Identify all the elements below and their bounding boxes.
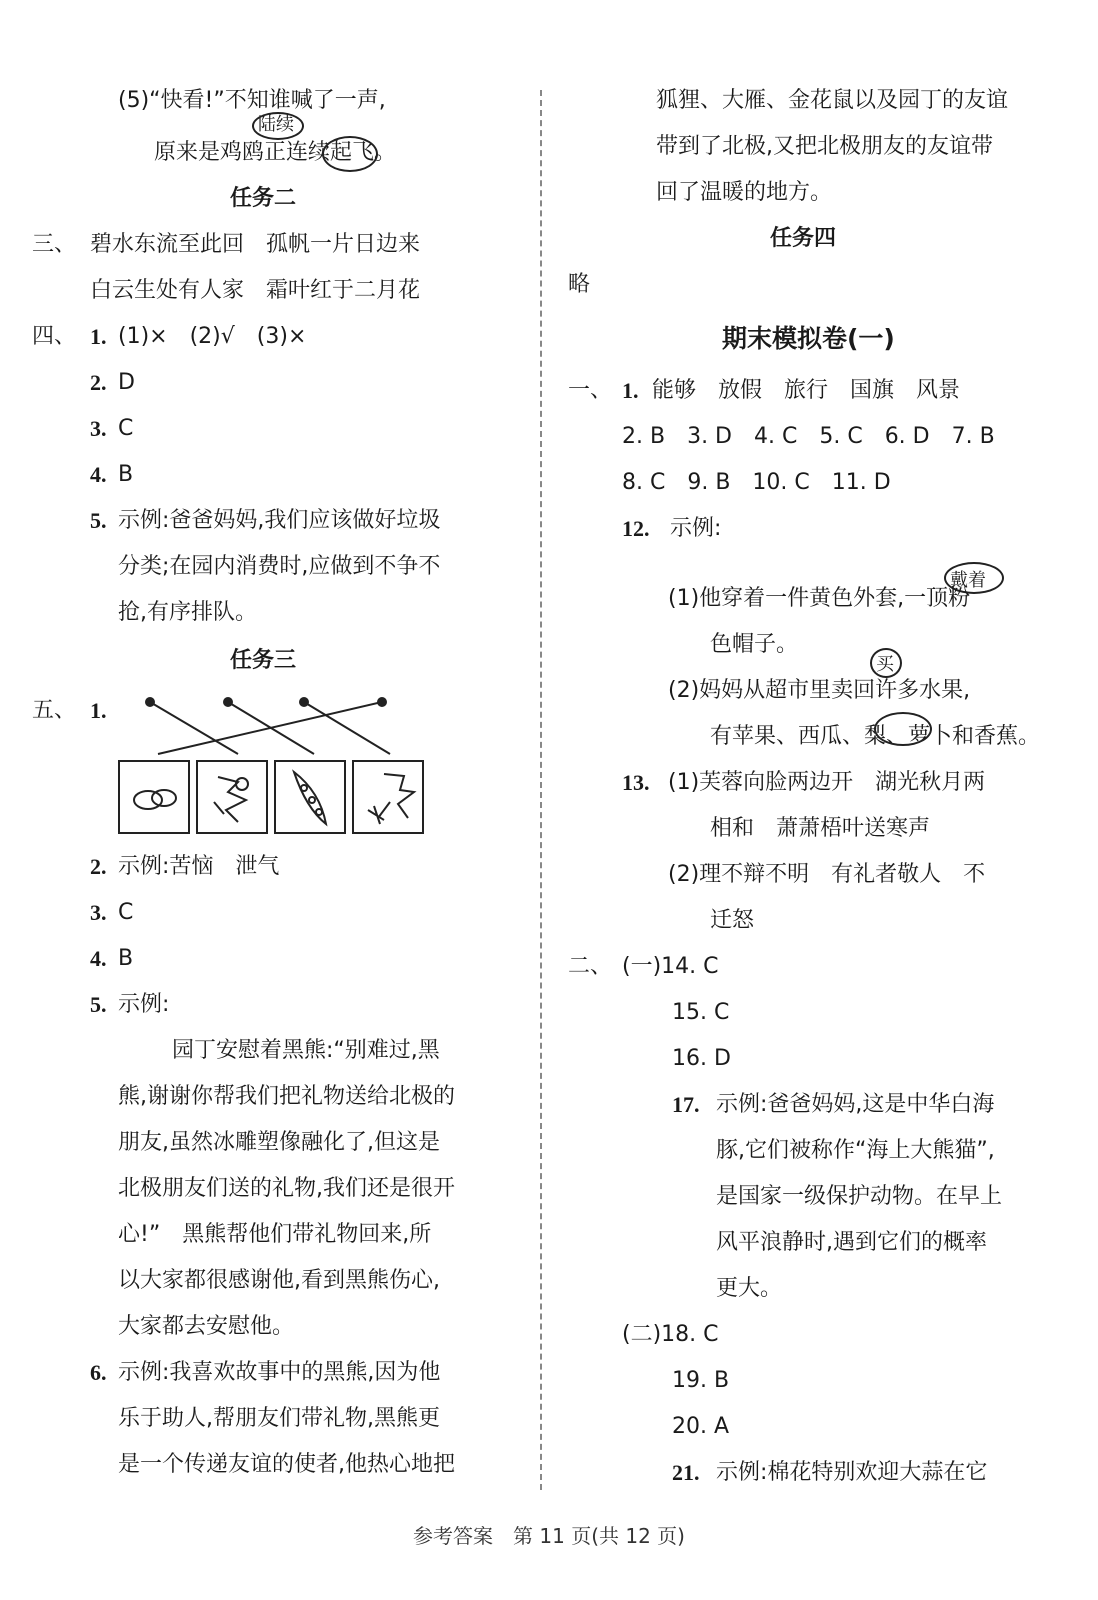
answer-line: D [118,370,135,395]
answer-line: (一)14. C [622,954,719,979]
answer-line: 8. C 9. B 10. C 11. D [622,470,891,495]
answer-line: B [118,946,134,971]
matching-pictures [118,760,438,835]
answer-line: 示例:我喜欢故事中的黑熊,因为他 [118,1360,441,1385]
item-number: 1. [90,698,107,723]
section-mark: 二、 [568,954,613,979]
answer-line: 20. A [672,1414,730,1439]
answer-line: 相和 萧萧梧叶送寒声 [710,816,931,841]
item-number: 5. [90,992,107,1017]
paragraph-line: 园丁安慰着黑熊:“别难过,黑 [172,1038,440,1063]
item-number: 2. [90,854,107,879]
paragraph-line: 朋友,虽然冰雕塑像融化了,但这是 [118,1130,440,1155]
answer-line: 乐于助人,帮朋友们带礼物,黑熊更 [118,1406,440,1431]
answer-line: 有苹果、西瓜、梨、萝卜和香蕉。 [710,724,1041,749]
answer-line: 19. B [672,1368,730,1393]
section-title-task4: 任务四 [770,226,837,251]
item-number: 1. [622,378,639,403]
answer-line: B [118,462,134,487]
answer-line: 示例: [118,992,170,1017]
section-mark: 五、 [32,698,77,723]
paragraph-line: 心!” 黑熊帮他们带礼物回来,所 [118,1222,432,1247]
item-number: 17. [672,1092,700,1117]
correction-circle [870,648,902,678]
answer-line: 白云生处有人家 霜叶红于二月花 [90,278,421,303]
item-number: 4. [90,462,107,487]
answer-line: 略 [568,272,591,297]
correction-circle [252,112,304,140]
flower-plant-picture [352,760,424,834]
answer-line: (二)18. C [622,1322,719,1347]
peanut-picture [118,760,190,834]
item-5-line1: (5)“快看!”不知谁喊了一声, [118,88,386,113]
answer-line: 风平浪静时,遇到它们的概率 [716,1230,987,1255]
section-mark: 四、 [32,324,77,349]
paragraph-line: 以大家都很感谢他,看到黑熊伤心, [118,1268,440,1293]
answer-line: 豚,它们被称作“海上大熊猫”, [716,1138,995,1163]
page-footer: 参考答案 第 11 页(共 12 页) [413,1524,685,1548]
item-number: 13. [622,770,650,795]
paragraph-line: 带到了北极,又把北极朋友的友谊带 [656,134,993,159]
answer-line: 碧水东流至此回 孤帆一片日边来 [90,232,421,257]
paragraph-line: 狐狸、大雁、金花鼠以及园丁的友谊 [656,88,1009,113]
item-number: 5. [90,508,107,533]
item-number: 1. [90,324,107,349]
insertion-mark: 戴着 [950,570,986,591]
creature-picture [196,760,268,834]
item-5-line2: 原来是鸡鸥正连续起飞。 [154,140,397,165]
answer-line: 抢,有序排队。 [118,600,257,625]
insertion-mark: 陆续 [258,114,294,135]
answer-line: 示例:爸爸妈妈,我们应该做好垃圾 [118,508,441,533]
answer-line: 15. C [672,1000,730,1025]
answer-line: 示例:爸爸妈妈,这是中华白海 [716,1092,995,1117]
answer-line: (2)理不辩不明 有礼者敬人 不 [668,862,986,887]
correction-circle [874,712,932,746]
answer-line: 是一个传递友谊的使者,他热心地把 [118,1452,455,1477]
section-title-task2: 任务二 [230,186,297,211]
paragraph-line: 熊,谢谢你帮我们把礼物送给北极的 [118,1084,455,1109]
item-number: 6. [90,1360,107,1385]
answer-line: 示例:苦恼 泄气 [118,854,280,879]
paragraph-line: 回了温暖的地方。 [656,180,833,205]
answer-line: (1)× (2)√ (3)× [118,324,307,349]
item-number: 3. [90,416,107,441]
answer-line: C [118,900,134,925]
answer-line: 迁怒 [710,908,755,933]
item-number: 12. [622,516,650,541]
exam-title: 期末模拟卷(一) [722,324,895,353]
answer-line: 示例:棉花特别欢迎大蒜在它 [716,1460,988,1485]
answer-line: (1)芙蓉向脸两边开 湖光秋月两 [668,770,986,795]
paragraph-line: 大家都去安慰他。 [118,1314,295,1339]
correction-circle [322,136,378,172]
item-number: 21. [672,1460,700,1485]
paragraph-line: 北极朋友们送的礼物,我们还是很开 [118,1176,455,1201]
answer-line: 分类;在园内消费时,应做到不争不 [118,554,441,579]
answer-line: (1)他穿着一件黄色外套,一顶粉 [668,586,971,611]
answer-line: 16. D [672,1046,731,1071]
answer-line: 2. B 3. D 4. C 5. C 6. D 7. B [622,424,995,449]
item-number: 2. [90,370,107,395]
answer-line: 更大。 [716,1276,783,1301]
answer-line: 能够 放假 旅行 国旗 风景 [652,378,961,403]
section-mark: 三、 [32,232,77,257]
answer-line: 示例: [670,516,722,541]
column-divider [540,90,542,1490]
answer-line: (2)妈妈从超市里卖回许多水果, [668,678,971,703]
answer-line: C [118,416,134,441]
item-number: 3. [90,900,107,925]
pea-pod-picture [274,760,346,834]
answer-line: 是国家一级保护动物。在早上 [716,1184,1003,1209]
item-number: 4. [90,946,107,971]
section-title-task3: 任务三 [230,648,297,673]
answer-line: 色帽子。 [710,632,799,657]
matching-lines [118,690,438,760]
section-mark: 一、 [568,378,613,403]
insertion-mark: 买 [876,654,894,675]
